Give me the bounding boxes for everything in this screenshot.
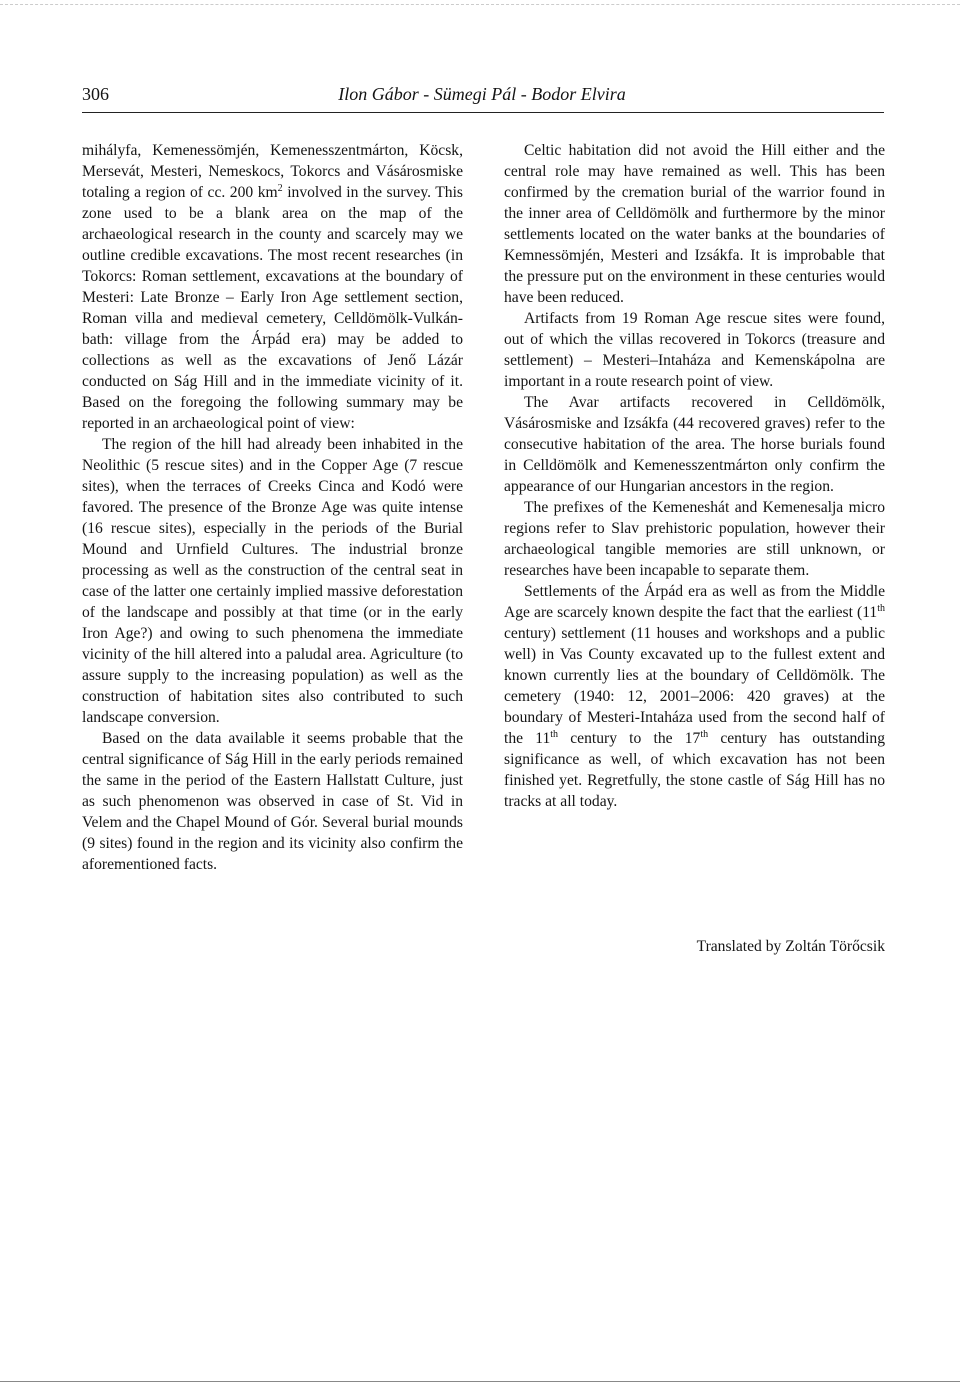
scan-bottom-edge xyxy=(0,1381,960,1382)
paragraph: Celtic habitation did not avoid the Hill either and the central role may have remained as well. This has been confirmed by the cremation burial of the warrior found in the inner area of Celldömölk and furthermore by the minor settlements located on the water banks at the boundaries of Kemnessömjén, Mesteri and Izsákfa. It is improbable that the pressure put on the environment in these centuries would have been reduced. xyxy=(504,142,885,306)
paragraph: Settlements of the Árpád era as well as from the Middle Age are scarcely known despite the fact that the earliest (11th century) settlement (11 houses and workshops and a public well) in Vas County excavated up to the fullest extent and known currently lies at the boundary of Celldömölk. The cemetery (1940: 12, 2001–2006: 420 graves) at the boundary of Mesteri-Intaháza used from the second half of the 11th century to the 17th century has outstanding significance as well, of which excavation has not been finished yet. Regretfully, the stone castle of Ság Hill has no tracks at all today. xyxy=(504,583,886,810)
page-number: 306 xyxy=(82,84,109,104)
superscript: 2 xyxy=(277,182,283,194)
paragraph: Based on the data available it seems probable that the central significance of Ság Hill in the early periods remained the same in the period of the Eastern Hallstatt Culture, just as such phenomenon was observed in case of St. Vid in Velem and the Chapel Mound of Gór. Several burial mounds (9 sites) found in the region and its vicinity also confirm the aforementioned facts. xyxy=(82,730,463,873)
scan-edge-line xyxy=(0,4,960,5)
right-column xyxy=(504,140,885,812)
paragraph: The Avar artifacts recovered in Celldömölk, Vásárosmiske and Izsákfa (44 recovered graves) refer to the consecutive habitation of the area. The horse burials found in Celldömölk and Kemenesszentmárton only confirm the appearance of our Hungarian ancestors in the region. xyxy=(504,394,885,495)
translator-credit: Translated by Zoltán Törőcsik xyxy=(696,938,885,955)
left-column xyxy=(82,140,463,875)
superscript: th xyxy=(550,728,559,740)
header-rule xyxy=(82,112,884,113)
paragraph: mihályfa, Kemenessömjén, Kemenesszentmárton, Köcsk, Mersevát, Mesteri, Nemeskocs, Tokorcs and Vásárosmiske totaling a region of cc. 200 $km^2$ involved in the survey. This zone used to be a blank area on the map of the archaeological research in the county and scarcely may we outline credible excavations. The most recent researches (in Tokorcs: Roman settlement, excavations at the boundary of Mesteri: Late Bronze – Early Iron Age settlement section, Roman villa and medieval cemetery, Celldömölk-Vulkán-bath: village from the Árpád era) may be added to collections as well as the excavations of Jenő Lázár conducted on Ság Hill and in the immediate vicinity of it. Based on the foregoing the following summary may be reported in an archaeological point of view: xyxy=(82,142,463,432)
page-header xyxy=(82,80,882,110)
paragraph: Artifacts from 19 Roman Age rescue sites were found, out of which the villas recovered in Tokorcs (treasure and settlement) – Mesteri–Intaháza and Kemenskápolna are important in a route research point of view. xyxy=(504,310,885,390)
superscript: th xyxy=(700,728,709,740)
paragraph: The prefixes of the Kemeneshát and Kemenesalja micro regions refer to Slav prehistoric population, however their archaeological tangible memories are still unknown, or researches have been incapable to separate them. xyxy=(504,499,885,579)
paragraph: The region of the hill had already been inhabited in the Neolithic (5 rescue sites) and in the Copper Age (7 rescue sites), when the terraces of Creeks Cinca and Kodó were favored. The presence of the Bronze Age was quite intense (16 rescue sites), especially in the periods of the Burial Mound and Urnfield Cultures. The industrial bronze processing as well as the construction of the central seat in case of the latter one certainly implied massive deforestation of the landscape and possibly at that time (or in the early Iron Age?) and owing to such phenomena the immediate vicinity of the hill altered into a paludal area. Agriculture (to assure supply to the increasing population) as well as the construction of habitation sites also contributed to such landscape conversion. xyxy=(82,436,463,726)
running-head-authors: Ilon Gábor - Sümegi Pál - Bodor Elvira xyxy=(338,84,626,104)
superscript: th xyxy=(877,602,885,614)
